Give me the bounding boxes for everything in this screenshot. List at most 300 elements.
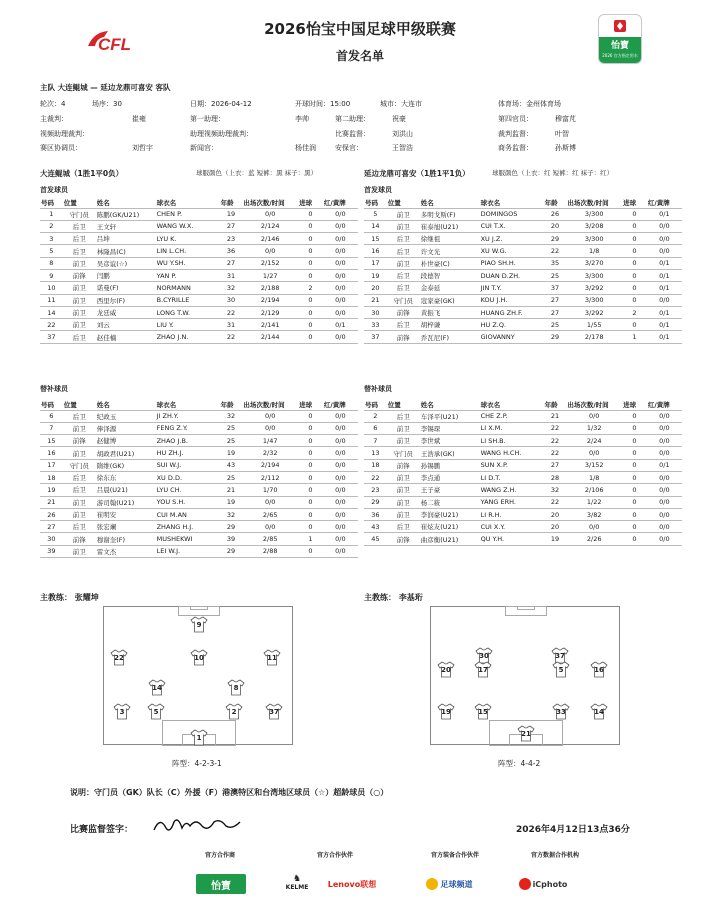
table-cell: 30 (220, 294, 243, 306)
table-cell: 杨二筱 (420, 496, 480, 508)
table-cell: 10 (40, 282, 63, 294)
table-row (364, 294, 682, 306)
table-cell: 崔泰旭(U21) (420, 220, 480, 232)
table-cell: 吕晨(U21) (96, 484, 156, 496)
table-cell: 32 (220, 282, 243, 294)
table-cell: 前卫 (387, 220, 420, 232)
sponsor-logo-text: 怡寶 (610, 41, 629, 51)
table-cell: 0 (298, 410, 323, 422)
table-cell: 6 (364, 422, 387, 434)
table-cell: XU D.D. (156, 471, 220, 483)
table-cell: 0/0 (323, 447, 358, 459)
table-cell: CHE Z.P. (480, 410, 544, 422)
table-row (364, 496, 682, 508)
column-header: 年龄 (220, 199, 234, 208)
official-name: 王智浩 (392, 144, 413, 152)
away-starters-label: 首发球员 (364, 186, 392, 194)
pitch-line (517, 606, 535, 610)
table-cell: 0/0 (323, 220, 358, 232)
table-cell: LI D.T. (480, 471, 544, 483)
table-cell: 0 (298, 471, 323, 483)
table-cell: KOU J.H. (480, 294, 544, 306)
table-cell: 21 (220, 484, 243, 496)
table-cell: 李润豪(U21) (420, 508, 480, 520)
table-cell: 0 (622, 282, 647, 294)
table-cell: 王浩承(GK) (420, 447, 480, 459)
table-cell: 0/0 (647, 422, 682, 434)
player-jersey-icon (437, 661, 455, 678)
table-cell: 0/0 (647, 294, 682, 306)
table-cell: 1/22 (566, 496, 622, 508)
official-name: 杨佳润 (295, 144, 316, 152)
player-jersey-icon (190, 729, 208, 746)
table-cell: 0 (298, 447, 323, 459)
away-kit: 球服颜色（上衣：红 短裤：红 袜子：红） (492, 169, 614, 177)
table-cell: XU J.Z. (480, 233, 544, 245)
table-cell: 21 (40, 496, 63, 508)
table-cell: 1/8 (566, 245, 622, 257)
column-header: 号码 (365, 199, 378, 208)
table-row (364, 233, 682, 245)
table-cell: 守门员 (63, 208, 96, 220)
table-cell: 22 (40, 319, 63, 331)
away-formation: 阵型：4-4-2 (498, 759, 541, 768)
table-cell: 0 (622, 496, 647, 508)
table-cell: 0 (298, 545, 323, 557)
table-row (364, 410, 682, 422)
table-cell: 2 (40, 220, 63, 232)
date-info: 日期：2026-04-12 (190, 100, 252, 108)
table-cell: 0/1 (647, 282, 682, 294)
table-cell: 0/0 (323, 331, 358, 343)
table-cell: JIN T.Y. (480, 282, 544, 294)
table-cell: 29 (220, 545, 243, 557)
signature-image (150, 814, 245, 838)
table-cell: 前卫 (63, 422, 96, 434)
table-cell: 2/194 (242, 294, 298, 306)
player-jersey-icon (265, 703, 283, 720)
table-cell: 后卫 (63, 220, 96, 232)
table-cell: 21 (364, 294, 387, 306)
table-cell: 2/106 (566, 484, 622, 496)
column-header: 出场次数/时间 (567, 401, 609, 410)
table-cell: DUAN D.ZH. (480, 269, 544, 281)
table-cell: QU Y.H. (480, 533, 544, 545)
venue-info: 体育场：金州体育场 (498, 100, 561, 108)
official-label: 安保官： (335, 144, 363, 152)
table-cell: 赵健博 (96, 435, 156, 447)
table-cell: 0/0 (323, 208, 358, 220)
table-cell: 0 (622, 508, 647, 520)
table-cell: 39 (40, 545, 63, 557)
official-name: 孙斯博 (555, 144, 576, 152)
table-cell: 前卫 (63, 257, 96, 269)
table-cell: 1/32 (566, 422, 622, 434)
table-cell: 前卫 (387, 422, 420, 434)
table-cell: WANG H.CH. (480, 447, 544, 459)
column-header: 位置 (387, 199, 401, 208)
table-cell: 前卫 (63, 294, 96, 306)
player-number: 14 (152, 684, 162, 692)
official-label: 比赛监督： (335, 130, 370, 138)
player-number: 14 (594, 708, 604, 716)
table-cell: 3/300 (566, 294, 622, 306)
player-number: 16 (594, 666, 604, 674)
table-cell: 前卫 (387, 496, 420, 508)
table-cell: 赵佳楠 (96, 331, 156, 343)
table-cell: 0 (622, 447, 647, 459)
table-cell: 0/1 (647, 331, 682, 343)
home-starters-label: 首发球员 (40, 186, 68, 194)
table-cell: 张宏斓 (96, 521, 156, 533)
sponsor-yibao: 怡寶 (196, 874, 246, 894)
table-cell: 25 (220, 471, 243, 483)
table-cell: 0/1 (647, 269, 682, 281)
table-cell: 0 (622, 459, 647, 471)
table-cell: 19 (220, 208, 243, 220)
player-jersey-icon (474, 703, 492, 720)
table-cell: 后卫 (63, 331, 96, 343)
table-cell: 21 (544, 410, 567, 422)
table-cell: 0/0 (323, 422, 358, 434)
official-name: 刘洪山 (392, 130, 413, 138)
table-row (364, 282, 682, 294)
home-starters-table (40, 198, 358, 344)
home-subs-label: 替补球员 (40, 385, 68, 393)
player-number: 33 (556, 708, 566, 716)
table-cell: 22 (220, 306, 243, 318)
player-jersey-icon (263, 649, 281, 666)
table-cell: 2/144 (242, 331, 298, 343)
table-cell: B.CYRILLE (156, 294, 220, 306)
official-name: 李帅 (295, 115, 309, 123)
sponsor-label-1: 官方合作商 (204, 852, 235, 859)
table-cell: 0/0 (242, 521, 298, 533)
table-cell: 游司翰(U21) (96, 496, 156, 508)
table-row (364, 245, 682, 257)
table-cell: 徐继祖 (420, 233, 480, 245)
table-cell: 王子豪 (420, 484, 480, 496)
table-cell: HU ZH.J. (156, 447, 220, 459)
column-header: 红/黄牌 (323, 401, 346, 410)
table-cell: 朴世豪(C) (420, 257, 480, 269)
player-number: 15 (478, 708, 488, 716)
table-row (40, 447, 358, 459)
table-cell: 0/1 (647, 459, 682, 471)
table-cell: 前卫 (63, 447, 96, 459)
table-cell: 16 (364, 245, 387, 257)
player-jersey-icon (552, 661, 570, 678)
table-row (40, 306, 358, 318)
official-name: 祝豪 (392, 115, 406, 123)
sponsor-logo-sub: 2026 官方指定用水 (602, 53, 638, 58)
table-cell: GIOVANNY (480, 331, 544, 343)
player-jersey-icon (517, 725, 535, 742)
table-cell: 2/129 (242, 306, 298, 318)
away-starters-table (364, 198, 682, 344)
table-row (40, 422, 358, 434)
table-cell: LI X.M. (480, 422, 544, 434)
column-header: 进球 (623, 199, 637, 208)
table-cell: 李点通 (420, 471, 480, 483)
table-cell: YAN P. (156, 269, 220, 281)
player-jersey-icon (552, 703, 570, 720)
table-cell: 俸泽源 (96, 422, 156, 434)
table-cell: 32 (220, 410, 243, 422)
table-cell: 30 (364, 306, 387, 318)
table-cell: 1/27 (242, 269, 298, 281)
table-cell: 19 (220, 496, 243, 508)
table-cell: 陈鹏(GK/U21) (96, 208, 156, 220)
table-cell: 22 (364, 471, 387, 483)
away-coach: 主教练： 李基珩 (364, 593, 423, 602)
table-cell: 3/300 (566, 208, 622, 220)
table-cell: 0/0 (647, 410, 682, 422)
table-cell: 0/0 (323, 282, 358, 294)
table-cell: 25 (544, 319, 567, 331)
kickoff-info: 开球时间：15:00 (295, 100, 351, 108)
page-subtitle: 首发名单 (335, 49, 384, 63)
table-row (40, 208, 358, 220)
table-cell: 0/0 (647, 521, 682, 533)
table-row (364, 220, 682, 232)
table-cell: 前卫 (63, 306, 96, 318)
home-team-name: 大连鲲城（1胜1平0负） (40, 169, 124, 178)
table-cell: 黄振飞 (420, 306, 480, 318)
table-cell: 0 (622, 245, 647, 257)
table-row (40, 545, 358, 557)
column-header: 号码 (41, 401, 54, 410)
player-number: 21 (521, 730, 531, 738)
table-cell: CHEN P. (156, 208, 220, 220)
official-name: 崔雍 (132, 115, 146, 123)
table-cell: 0/0 (242, 208, 298, 220)
table-cell: 前锋 (387, 459, 420, 471)
city-info: 城市：大连市 (380, 100, 422, 108)
table-cell: 0/1 (647, 208, 682, 220)
table-cell: WANG W.X. (156, 220, 220, 232)
table-cell: 7 (40, 422, 63, 434)
table-cell: 11 (40, 294, 63, 306)
table-cell: 徐东东 (96, 471, 156, 483)
table-cell: HU Z.Q. (480, 319, 544, 331)
icphoto-icon (519, 878, 531, 890)
signature-label: 比赛监督签字： (70, 825, 134, 835)
table-cell: 寇家豪(GK) (420, 294, 480, 306)
table-cell: 31 (220, 319, 243, 331)
table-cell: 前锋 (387, 331, 420, 343)
table-cell: 2/178 (566, 331, 622, 343)
official-label: 第二助理： (335, 115, 370, 123)
table-cell: 前卫 (387, 257, 420, 269)
table-cell: 0 (622, 484, 647, 496)
player-jersey-icon (113, 703, 131, 720)
player-number: 20 (441, 666, 451, 674)
table-cell: 27 (544, 306, 567, 318)
table-cell: 后卫 (63, 233, 96, 245)
table-cell: CUI M.AN (156, 508, 220, 520)
table-cell: 后卫 (63, 471, 96, 483)
table-cell: DOMINGOS (480, 208, 544, 220)
table-cell: 2/85 (242, 533, 298, 545)
table-cell: 0/0 (242, 245, 298, 257)
table-cell: 27 (544, 459, 567, 471)
table-row (40, 496, 358, 508)
table-row (364, 484, 682, 496)
official-name: 叶智 (555, 130, 569, 138)
sponsor-label-4: 官方数据合作机构 (530, 852, 579, 859)
table-cell: YANG ERH. (480, 496, 544, 508)
table-row (40, 269, 358, 281)
table-cell: 0/1 (647, 257, 682, 269)
table-cell: 14 (40, 306, 63, 318)
table-cell: 前锋 (387, 533, 420, 545)
table-cell: 崔明安 (96, 508, 156, 520)
player-jersey-icon (590, 661, 608, 678)
table-cell: 0/0 (566, 410, 622, 422)
table-cell: 0 (298, 508, 323, 520)
player-number: 5 (558, 666, 564, 674)
table-cell: LIU Y. (156, 319, 220, 331)
table-cell: 金泰延 (420, 282, 480, 294)
table-cell: 0 (622, 233, 647, 245)
table-cell: 36 (364, 508, 387, 520)
table-row (40, 233, 358, 245)
table-cell: 守门员 (63, 459, 96, 471)
table-row (364, 447, 682, 459)
table-cell: 0/0 (323, 233, 358, 245)
table-cell: 王文轩 (96, 220, 156, 232)
teams-line: 主队 大连鲲城 — 延边龙鼎可喜安 客队 (40, 83, 171, 92)
table-cell: XU W.G. (480, 245, 544, 257)
table-cell: 0/1 (647, 306, 682, 318)
table-cell: 35 (544, 257, 567, 269)
table-cell: 3/270 (566, 257, 622, 269)
table-cell: 0 (298, 220, 323, 232)
table-cell: ZHANG H.J. (156, 521, 220, 533)
table-cell: 14 (364, 220, 387, 232)
table-cell: 1/8 (566, 471, 622, 483)
table-cell: 0/0 (647, 220, 682, 232)
table-cell: 1 (40, 208, 63, 220)
table-cell: 0 (298, 269, 323, 281)
table-cell: 0/0 (323, 521, 358, 533)
table-cell: 0/0 (323, 269, 358, 281)
table-cell: 0/0 (323, 545, 358, 557)
table-cell: 0/0 (566, 447, 622, 459)
table-cell: 0/0 (323, 496, 358, 508)
table-row (40, 410, 358, 422)
table-cell: 0 (298, 294, 323, 306)
table-cell: 0 (622, 208, 647, 220)
table-cell: 29 (544, 331, 567, 343)
table-cell: 25 (220, 435, 243, 447)
table-cell: 0/0 (323, 257, 358, 269)
table-cell: 2/194 (242, 459, 298, 471)
table-cell: 隋维(GK) (96, 459, 156, 471)
table-cell: 0/0 (647, 533, 682, 545)
table-cell: 0 (622, 294, 647, 306)
table-cell: 多明戈斯(F) (420, 208, 480, 220)
table-cell: 3/300 (566, 269, 622, 281)
table-cell: 2 (364, 410, 387, 422)
table-cell: 1/55 (566, 319, 622, 331)
table-cell: 2 (622, 306, 647, 318)
match-no-info: 场序：30 (92, 100, 122, 108)
table-cell: 0 (298, 319, 323, 331)
table-cell: CUI T.X. (480, 220, 544, 232)
table-cell: 乔瓦尼(F) (420, 331, 480, 343)
table-cell: 32 (544, 484, 567, 496)
cfl-logo-text: CFL (98, 35, 132, 54)
player-number: 17 (478, 666, 488, 674)
player-jersey-icon (474, 661, 492, 678)
table-cell: 前卫 (63, 319, 96, 331)
table-cell: 37 (40, 331, 63, 343)
sponsor-label-2: 官方合作伙伴 (316, 852, 353, 859)
table-cell: 17 (364, 257, 387, 269)
table-cell: SUI W.J. (156, 459, 220, 471)
table-cell: 前锋 (63, 269, 96, 281)
player-number: 19 (441, 708, 451, 716)
column-header: 姓名 (420, 401, 434, 410)
table-row (40, 319, 358, 331)
table-cell: FENG Z.Y. (156, 422, 220, 434)
table-cell: 0/0 (323, 306, 358, 318)
table-cell: 3/152 (566, 459, 622, 471)
table-cell: 0/0 (323, 459, 358, 471)
table-cell: 2/141 (242, 319, 298, 331)
column-header: 位置 (63, 199, 77, 208)
table-cell: 后卫 (63, 410, 96, 422)
table-cell: 29 (544, 233, 567, 245)
table-cell: 许文光 (420, 245, 480, 257)
table-cell: 3/300 (566, 233, 622, 245)
table-cell: 33 (364, 319, 387, 331)
table-cell: 37 (364, 331, 387, 343)
pitch-line (190, 606, 208, 610)
table-row (364, 319, 682, 331)
table-cell: 29 (364, 496, 387, 508)
table-cell: 0 (622, 422, 647, 434)
table-cell: 22 (544, 245, 567, 257)
table-cell: 0/0 (647, 484, 682, 496)
table-cell: 2/124 (242, 220, 298, 232)
table-cell: ZHAO J.N. (156, 331, 220, 343)
table-cell: 雷文杰 (96, 545, 156, 557)
table-cell: 17 (40, 459, 63, 471)
table-cell: 15 (40, 435, 63, 447)
table-cell: 2/26 (566, 533, 622, 545)
official-name: 穆富芃 (555, 115, 576, 123)
table-cell: 23 (220, 233, 243, 245)
player-number: 9 (196, 621, 202, 629)
table-cell: 2/24 (566, 435, 622, 447)
table-cell: SUN X.P. (480, 459, 544, 471)
table-cell: 22 (544, 496, 567, 508)
player-jersey-icon (148, 679, 166, 696)
table-cell: 3 (40, 233, 63, 245)
table-cell: 1/70 (242, 484, 298, 496)
table-cell: LYU K. (156, 233, 220, 245)
player-jersey-icon (190, 616, 208, 633)
channel-icon (426, 878, 438, 890)
column-header: 球衣名 (156, 401, 177, 410)
table-cell: 3/292 (566, 282, 622, 294)
table-cell: 43 (220, 459, 243, 471)
player-number: 5 (153, 708, 159, 716)
table-cell: 18 (40, 471, 63, 483)
